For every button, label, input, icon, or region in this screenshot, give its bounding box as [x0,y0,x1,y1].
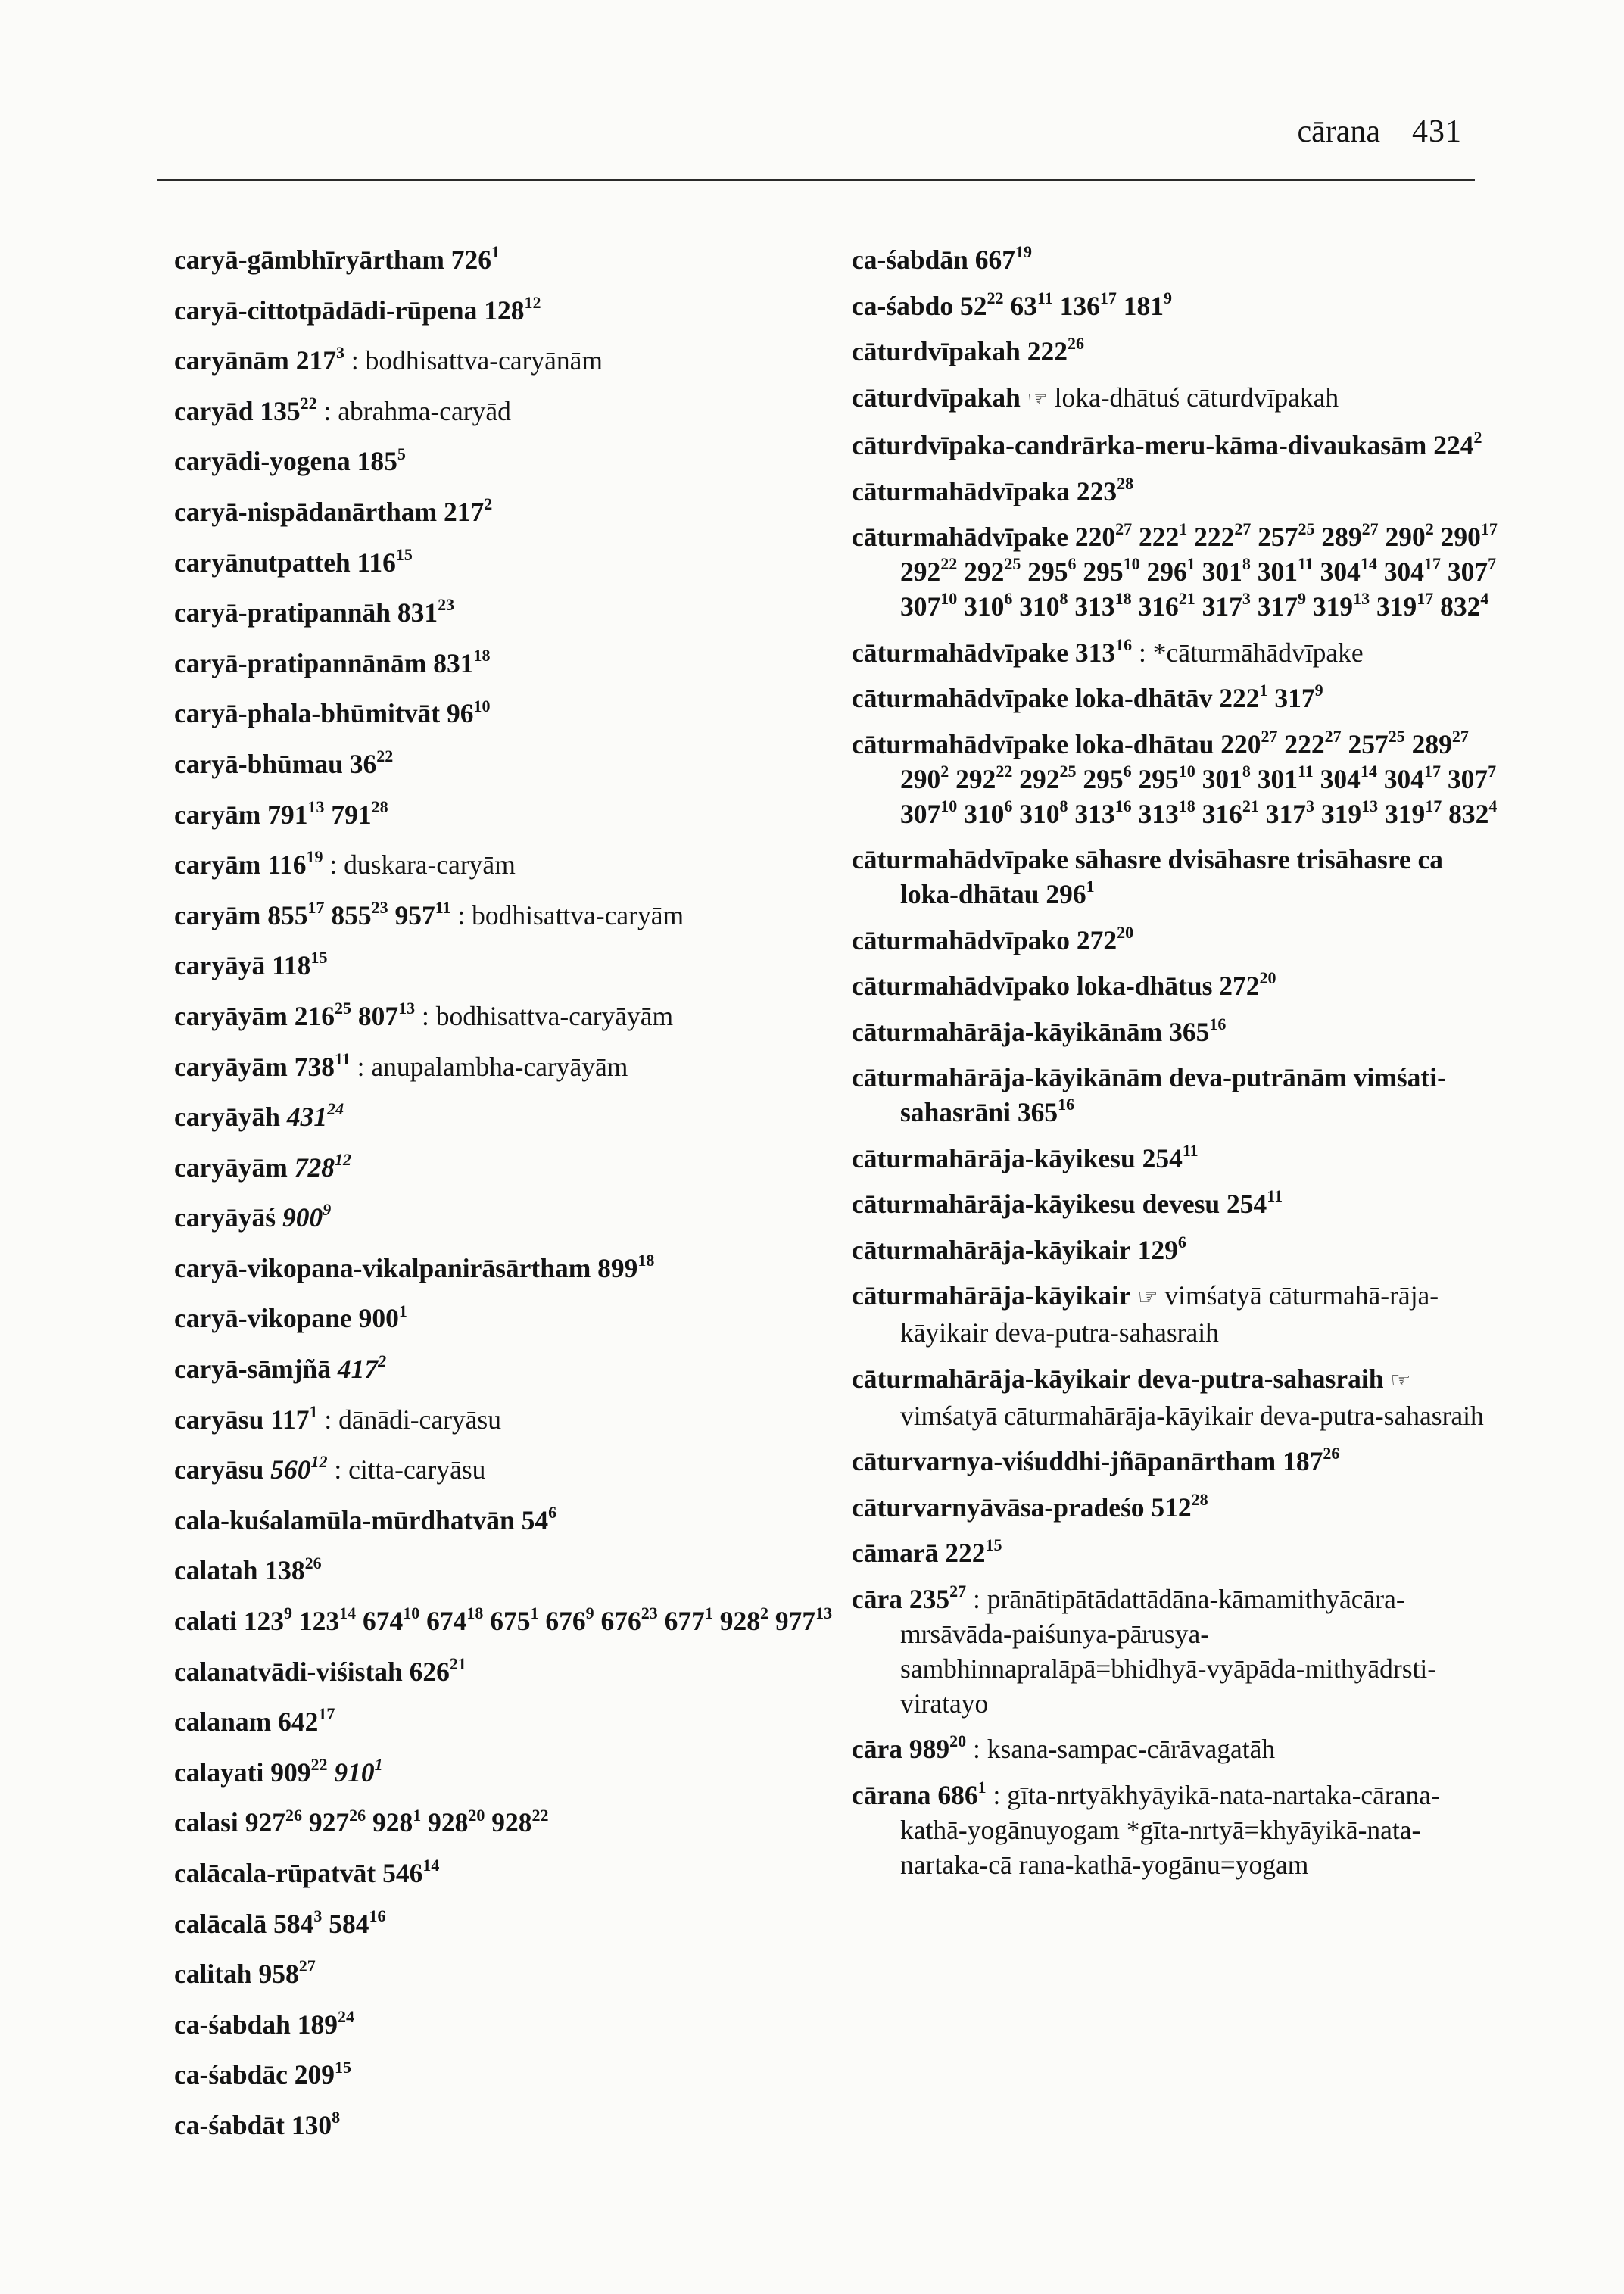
page-references: $686^1$ [937,1777,987,1810]
index-entry [174,1503,856,1538]
page-references: $584^3$ $584^{16}$ [273,1906,386,1939]
cross-reference: vimśatyā cāturmahārāja-kāyikair deva-putra-sahasraih [900,1400,1484,1431]
headword: cāturvarnya-viśuddhi-jñāpanārtham [852,1446,1276,1476]
index-entry [174,1049,856,1084]
index-entry [174,1856,856,1890]
cross-reference: : abrahma-caryād [323,395,511,426]
headword: calatah [174,1555,258,1586]
page-references: $116^{19}$ [267,847,323,881]
page-references: $223^{28}$ [1076,473,1134,506]
index-entry [852,727,1503,831]
index-entry [174,746,856,781]
index-entry [174,1654,856,1689]
headword: caryā-gāmbhīryārtham [174,245,444,275]
headword: caryām [174,899,261,930]
headword: caryāsu [174,1454,264,1485]
index-entry [852,1233,1503,1267]
page-references: $220^{27}$ $222^1$ $222^{27}$ $257^{25}$ $289^{27}$ $290^2$ $290^{17}$ $292^{22}$ $292^{25}$ $295^6$ $295^{10}$ $296^1$ $301^8$ $301^{11}$ $304^{14}$ $304^{17}$ $307^7$ $307^{10}$ $310^6$ $310^8$ $313^{18}$ $316^{21}$ $317^3$ $317^9$ $319^{13}$ $319^{17}$ $832^4$ [900,519,1498,622]
headword: cāturmahādvīpake [852,522,1068,552]
index-entry [852,288,1503,323]
page-references: $224^2$ [1433,428,1482,460]
headword: ca-śabdo [852,290,954,321]
headword: caryād [174,395,254,426]
italic-reference: $560^{12}$ [270,1452,328,1485]
page-references: $138^{26}$ [264,1553,322,1586]
headword: caryā-pratipannāh [174,597,391,628]
index-entry [174,394,856,429]
page-references: $129^6$ [1137,1232,1186,1265]
headword: cāturmahādvīpake loka-dhātau [852,728,1214,759]
right-column [852,242,1503,1893]
headword: cāturvarnyāvāsa-pradeśo [852,1491,1145,1523]
index-entry [852,1015,1503,1049]
headword: caryāyāś [174,1202,276,1233]
pointing-hand-icon: ☞ [1390,1367,1411,1394]
index-entry [174,494,856,529]
headword: cāra [852,1583,903,1614]
headword: calācala-rūpatvāt [174,1858,376,1888]
headword: cāturmahādvīpake loka-dhātāv [852,683,1213,713]
index-entry [174,545,856,580]
headword: caryāsu [174,1404,264,1435]
index-entry [174,2108,856,2143]
page-references: $899^{18}$ [597,1251,655,1283]
page-references: $958^{27}$ [258,1956,316,1990]
headword: caryā-bhūmau [174,748,343,779]
page-references: $54^6$ [521,1503,557,1535]
headword: caryā-sāmjñā [174,1354,332,1385]
page-references: $36^{22}$ [349,746,394,779]
headword: cāturmahādvīpako loka-dhātus [852,971,1213,1001]
cross-reference: : bodhisattva-caryām [457,899,684,930]
headword: caryāyām [174,1000,288,1031]
page-references: $217^2$ [444,494,493,527]
page-references: $272^{20}$ [1219,968,1276,1001]
page-references: $626^{21}$ [409,1653,466,1687]
page-references: $738^{11}$ [294,1049,351,1082]
index-entry [852,842,1503,912]
index-entry [852,242,1503,277]
pointing-hand-icon: ☞ [1137,1284,1158,1311]
index-entry [174,293,856,328]
headword: cala-kuśalamūla-mūrdhatvān [174,1504,515,1535]
page-references: $217^3$ [295,343,344,376]
index-entry [852,1582,1503,1721]
headword: cāturmahādvīpaka [852,475,1070,506]
page-references: $313^{16}$ [1074,634,1133,668]
index-entry [852,519,1503,624]
index-entry [174,646,856,681]
cross-reference: : duskara-caryām [329,849,516,881]
index-entry [174,898,856,933]
cross-reference: : dānādi-caryāsu [324,1404,501,1435]
headword: ca-śabdāc [174,2059,288,2090]
page-references: $96^{10}$ [446,696,491,729]
headword: cāturmahārāja-kāyikair [852,1280,1131,1311]
index-entry [174,1704,856,1739]
page-references: $222^{26}$ [1027,334,1085,366]
page-references: $235^{27}$ [909,1581,967,1614]
page-references: $130^8$ [291,2108,341,2140]
page-references: $365^{16}$ [1017,1095,1075,1127]
index-entry [174,1301,856,1336]
page-references: $909^{22}$ [270,1754,328,1788]
index-entry [852,1535,1503,1570]
index-entry [852,1278,1503,1350]
index-entry [852,1731,1503,1766]
page-references: $296^1$ [1046,877,1095,909]
headword: calanam [174,1706,272,1738]
page-references: $135^{22}$ [260,393,317,426]
page-references: $546^{14}$ [382,1856,440,1888]
page-references: $187^{26}$ [1283,1444,1340,1476]
headword: caryāyām [174,1051,288,1082]
italic-reference: $417^2$ [337,1351,387,1385]
headword: cāturdvīpakah [852,382,1021,413]
page-header [1297,114,1462,150]
headword: calati [174,1606,237,1637]
headword: caryānām [174,345,289,376]
page-references: $927^{26}$ $927^{26}$ $928^1$ $928^{20}$ $928^{22}$ [245,1805,549,1838]
headword: cāturmahārāja-kāyikair deva-putra-sahasraih [852,1363,1384,1394]
headword: cāturdvīpakah [852,336,1021,366]
headword: caryā-vikopana-vikalpanirāsārtham [174,1252,591,1283]
headword: caryām [174,799,261,830]
cross-reference: loka-dhātuś cāturdvīpakah [1054,382,1339,413]
cross-reference: : prānātipātādattādāna-kāmamithyācāra-mrsāvāda-paiśunya-pārusya-sambhinnapralāpā=bhidhyā-vyāpāda-mithyādrsti-viratayo [900,1583,1437,1719]
page-number: 431 [1412,114,1462,149]
headword: cāturmahādvīpake sāhasre dvisāhasre trisāhasre ca loka-dhātau [852,844,1444,909]
italic-reference: $900^9$ [282,1200,332,1233]
headword: caryāyā [174,950,266,981]
page-references: $667^{19}$ [974,242,1032,275]
index-entry [852,1186,1503,1221]
italic-reference: $910^1$ [334,1754,383,1788]
cross-reference: vimśatyā cāturmahā-rāja-kāyikair deva-putra-sahasraih [900,1280,1439,1348]
headword: cāturmahārāja-kāyikānām deva-putrānām vimśati-sahasrāni [852,1062,1446,1127]
page-references: $209^{15}$ [294,2057,352,2090]
headword: caryāyām [174,1152,288,1183]
index-entry [852,1361,1503,1433]
cross-reference: : bodhisattva-caryāyām [421,1000,674,1031]
index-entry [174,1251,856,1286]
cross-reference: : anupalambha-caryāyām [357,1051,628,1082]
italic-reference: $431^{24}$ [286,1099,344,1133]
index-entry [852,1444,1503,1479]
page-references: $791^{13}$ $791^{28}$ [267,796,388,830]
page-references: $831^{23}$ [397,595,455,628]
headword: cāturmahādvīpako [852,924,1070,955]
page-references: $220^{27}$ $222^{27}$ $257^{25}$ $289^{27}$ $290^2$ $292^{22}$ $292^{25}$ $295^6$ $295^{10}$ $301^8$ $301^{11}$ $304^{14}$ $304^{17}$ $307^7$ $307^{10}$ $310^6$ $310^8$ $313^{16}$ $313^{18}$ $316^{21}$ $317^3$ $319^{13}$ $319^{17}$ $832^4$ [900,726,1498,829]
headword: caryām [174,849,261,881]
headword: calanatvādi-viśistah [174,1656,403,1687]
index-entry [852,923,1503,958]
headword: caryā-cittotpādādi-rūpena [174,295,478,326]
index-entry [852,968,1503,1003]
cross-reference: : bodhisattva-caryānām [351,345,603,376]
page-references: $272^{20}$ [1076,922,1134,955]
page-references: $254^{11}$ [1227,1186,1283,1219]
index-entry [174,847,856,882]
index-entry [174,1553,856,1588]
index-entry [852,334,1503,369]
headword: caryā-pratipannānām [174,647,427,678]
index-entry [174,1956,856,1991]
headword: cārana [852,1779,931,1810]
cross-reference: : gīta-nrtyākhyāyikā-nata-nartaka-cārana-kathā-yogānuyogam *gīta-nrtyā=khyāyikā-nata-nartaka-cā rana-kathā-yogānu=yogam [900,1779,1440,1880]
page-references: $989^{20}$ [909,1731,967,1764]
headword: calasi [174,1807,238,1838]
headword: calācalā [174,1908,267,1939]
headword: cāturmahārāja-kāyikesu devesu [852,1189,1220,1219]
page-references: $222^{15}$ [945,1535,1002,1568]
index-entry [174,343,856,378]
page-references: $117^1$ [270,1401,318,1435]
cross-reference: : *cāturmāhādvīpake [1139,637,1364,668]
index-entry [174,2057,856,2092]
headword: caryā-phala-bhūmitvāt [174,698,441,729]
page-references: $855^{17}$ $855^{23}$ $957^{11}$ [267,897,451,930]
headword: cāturmahārāja-kāyikair [852,1234,1131,1265]
index-entry [174,1351,856,1386]
headword: ca-śabdān [852,245,968,275]
index-entry [174,1452,856,1487]
index-entry [174,1906,856,1941]
index-entry [174,999,856,1033]
page-references: $222^1$ $317^9$ [1219,681,1323,713]
index-entry [174,242,856,277]
index-entry [174,696,856,731]
index-entry [174,1755,856,1790]
page-references: $116^{15}$ [357,544,413,578]
index-entry [174,1805,856,1840]
index-entry [852,428,1503,463]
page-references: $118^{15}$ [272,948,328,981]
index-entry [852,474,1503,509]
italic-reference: $728^{12}$ [294,1149,351,1183]
index-entry [174,797,856,832]
index-entry [852,681,1503,715]
index-entry [174,2007,856,2042]
cross-reference: : ksana-sampac-cārāvagatāh [973,1734,1276,1764]
headword: cāra [852,1734,903,1764]
index-entry [174,1150,856,1185]
index-entry [852,635,1503,670]
index-entry [852,1490,1503,1525]
page-references: $185^5$ [357,444,406,477]
headword: caryā-nispādanārtham [174,496,438,527]
index-entry [852,1141,1503,1176]
index-entry [174,595,856,630]
headword: ca-śabdāt [174,2109,285,2140]
headword: cāturdvīpaka-candrārka-meru-kāma-divaukasām [852,430,1427,460]
cross-reference: : citta-caryāsu [334,1454,486,1485]
index-entry [174,1402,856,1437]
running-head: cārana [1297,114,1380,149]
index-entry [852,1060,1503,1130]
headword: calayati [174,1756,264,1788]
headword: caryānutpatteh [174,547,351,578]
page-references: $128^{12}$ [484,292,541,326]
page-references: $254^{11}$ [1142,1140,1199,1173]
page-references: $512^{28}$ [1151,1489,1208,1523]
index-entry [174,1604,856,1638]
page-references: $216^{25}$ $807^{13}$ [294,999,416,1031]
index-entry [852,1778,1503,1882]
headword: cāturmahārāja-kāyikesu [852,1142,1136,1173]
headword: calitah [174,1959,252,1990]
page-references: $189^{24}$ [297,2006,354,2040]
headword: cāturmahādvīpake [852,637,1068,668]
headword: ca-śabdah [174,2009,291,2040]
page-references: $365^{16}$ [1169,1014,1227,1047]
headword: caryādi-yogena [174,446,351,477]
left-column [174,242,856,2158]
index-entry [174,1200,856,1235]
page-references: $123^9$ $123^{14}$ $674^{10}$ $674^{18}$ $675^1$ $676^9$ $676^{23}$ $677^1$ $928^2$ $977^{13}$ [243,1604,833,1637]
headword: cāturmahārāja-kāyikānām [852,1016,1163,1047]
index-entry [174,1099,856,1134]
headword: cāmarā [852,1538,939,1568]
pointing-hand-icon: ☞ [1027,385,1048,413]
index-entry [174,444,856,478]
page-references: $642^{17}$ [278,1704,335,1738]
index-entry [174,948,856,983]
headword: caryā-vikopane [174,1303,352,1334]
page-references: $726^1$ [450,242,500,275]
headword: caryāyāh [174,1102,281,1133]
page-references: $831^{18}$ [433,645,491,678]
index-entry [852,380,1503,417]
header-rule [157,179,1475,181]
page-references: $900^1$ [358,1301,407,1334]
page-references: $52^{22}$ $63^{11}$ $136^{17}$ $181^9$ [960,288,1172,321]
